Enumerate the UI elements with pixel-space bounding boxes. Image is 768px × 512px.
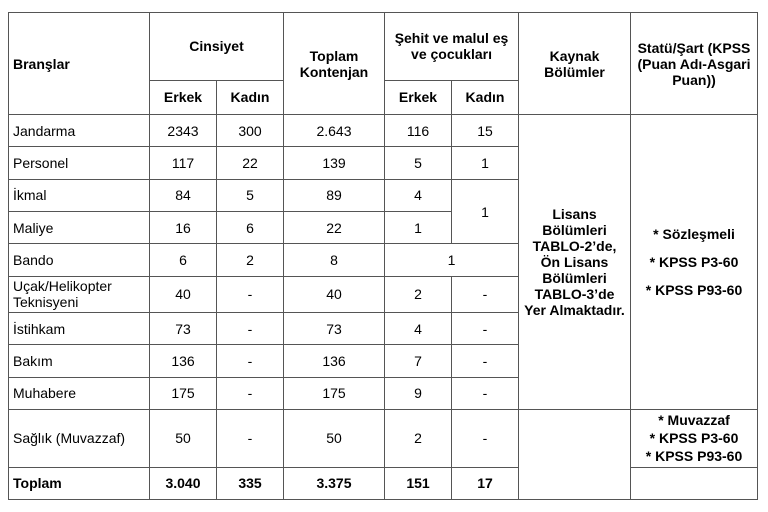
- brans-cell: Jandarma: [9, 115, 150, 147]
- sehit-kadin-cell: -: [452, 377, 519, 409]
- total-label: Toplam: [9, 467, 150, 499]
- toplam-cell: 73: [284, 313, 385, 345]
- sehit-erkek-cell: 116: [385, 115, 452, 147]
- header-sehit-erkek: Erkek: [385, 80, 452, 114]
- kontenjan-table: [8, 12, 758, 500]
- toplam-cell: 50: [284, 410, 385, 468]
- kadin-cell: -: [217, 377, 284, 409]
- sehit-merged-cell: 1: [385, 244, 519, 276]
- header-branslar: Branşlar: [9, 13, 150, 115]
- brans-cell: Bakım: [9, 345, 150, 377]
- statu-empty-cell: [631, 467, 758, 499]
- total-erkek: 3.040: [150, 467, 217, 499]
- total-sehit-kadin: 17: [452, 467, 519, 499]
- kadin-cell: 300: [217, 115, 284, 147]
- brans-cell: Bando: [9, 244, 150, 276]
- kadin-cell: 6: [217, 212, 284, 244]
- toplam-cell: 2.643: [284, 115, 385, 147]
- kadin-cell: 5: [217, 179, 284, 211]
- toplam-cell: 40: [284, 276, 385, 312]
- sehit-kadin-cell: -: [452, 410, 519, 468]
- table-row: [9, 115, 758, 147]
- kadin-cell: -: [217, 276, 284, 312]
- erkek-cell: 73: [150, 313, 217, 345]
- brans-cell: Maliye: [9, 212, 150, 244]
- header-cinsiyet-erkek: Erkek: [150, 80, 217, 114]
- kadin-cell: -: [217, 345, 284, 377]
- brans-cell: Uçak/Helikopter Teknisyeni: [9, 276, 150, 312]
- erkek-cell: 136: [150, 345, 217, 377]
- erkek-cell: 84: [150, 179, 217, 211]
- sehit-erkek-cell: 5: [385, 147, 452, 179]
- statu-sozlesmeli-p3: * KPSS P3-60: [649, 254, 739, 271]
- sehit-kadin-cell: -: [452, 345, 519, 377]
- sehit-erkek-cell: 4: [385, 179, 452, 211]
- statu-muvazzaf-p3: * KPSS P3-60: [649, 430, 739, 447]
- sehit-erkek-cell: 9: [385, 377, 452, 409]
- total-kadin: 335: [217, 467, 284, 499]
- statu-sozlesmeli-p93: * KPSS P93-60: [645, 282, 743, 299]
- header-toplam-kontenjan: Toplam Kontenjan: [284, 13, 385, 115]
- kadin-cell: 22: [217, 147, 284, 179]
- statu-muvazzaf-cell: [631, 410, 758, 468]
- sehit-erkek-cell: 7: [385, 345, 452, 377]
- toplam-cell: 136: [284, 345, 385, 377]
- header-sehit-kadin: Kadın: [452, 80, 519, 114]
- erkek-cell: 6: [150, 244, 217, 276]
- header-kaynak-bolumler: Kaynak Bölümler: [519, 13, 631, 115]
- brans-cell: İstihkam: [9, 313, 150, 345]
- header-statu-sart: Statü/Şart (KPSS (Puan Adı-Asgari Puan)): [631, 13, 758, 115]
- erkek-cell: 175: [150, 377, 217, 409]
- erkek-cell: 16: [150, 212, 217, 244]
- sehit-kadin-cell: -: [452, 276, 519, 312]
- sehit-erkek-cell: 2: [385, 276, 452, 312]
- sehit-kadin-cell: 1: [452, 147, 519, 179]
- toplam-cell: 22: [284, 212, 385, 244]
- kaynak-bolumler-cell: Lisans Bölümleri TABLO-2’de, Ön Lisans Bölümleri TABLO-3’de Yer Almaktadır.: [519, 115, 631, 410]
- table-row: [9, 410, 758, 468]
- kadin-cell: -: [217, 313, 284, 345]
- sehit-erkek-cell: 2: [385, 410, 452, 468]
- statu-muvazzaf-p93: * KPSS P93-60: [645, 448, 743, 465]
- kadin-cell: -: [217, 410, 284, 468]
- kadin-cell: 2: [217, 244, 284, 276]
- statu-muvazzaf-label: * Muvazzaf: [658, 412, 730, 429]
- statu-sozlesmeli-label: * Sözleşmeli: [653, 226, 735, 243]
- sehit-erkek-cell: 1: [385, 212, 452, 244]
- total-row: [9, 467, 758, 499]
- toplam-cell: 175: [284, 377, 385, 409]
- kaynak-empty-cell: [519, 410, 631, 500]
- header-cinsiyet: Cinsiyet: [150, 13, 284, 81]
- erkek-cell: 40: [150, 276, 217, 312]
- sehit-kadin-cell: 15: [452, 115, 519, 147]
- toplam-cell: 8: [284, 244, 385, 276]
- erkek-cell: 2343: [150, 115, 217, 147]
- erkek-cell: 50: [150, 410, 217, 468]
- erkek-cell: 117: [150, 147, 217, 179]
- total-toplam: 3.375: [284, 467, 385, 499]
- toplam-cell: 139: [284, 147, 385, 179]
- statu-sozlesmeli-cell: [631, 115, 758, 410]
- brans-cell: İkmal: [9, 179, 150, 211]
- brans-cell: Sağlık (Muvazzaf): [9, 410, 150, 468]
- header-cinsiyet-kadin: Kadın: [217, 80, 284, 114]
- toplam-cell: 89: [284, 179, 385, 211]
- total-sehit-erkek: 151: [385, 467, 452, 499]
- sehit-kadin-cell: -: [452, 313, 519, 345]
- brans-cell: Personel: [9, 147, 150, 179]
- sehit-erkek-cell: 4: [385, 313, 452, 345]
- header-sehit-malul: Şehit ve malul eş ve çocukları: [385, 13, 519, 81]
- brans-cell: Muhabere: [9, 377, 150, 409]
- sehit-kadin-cell: 1: [452, 179, 519, 244]
